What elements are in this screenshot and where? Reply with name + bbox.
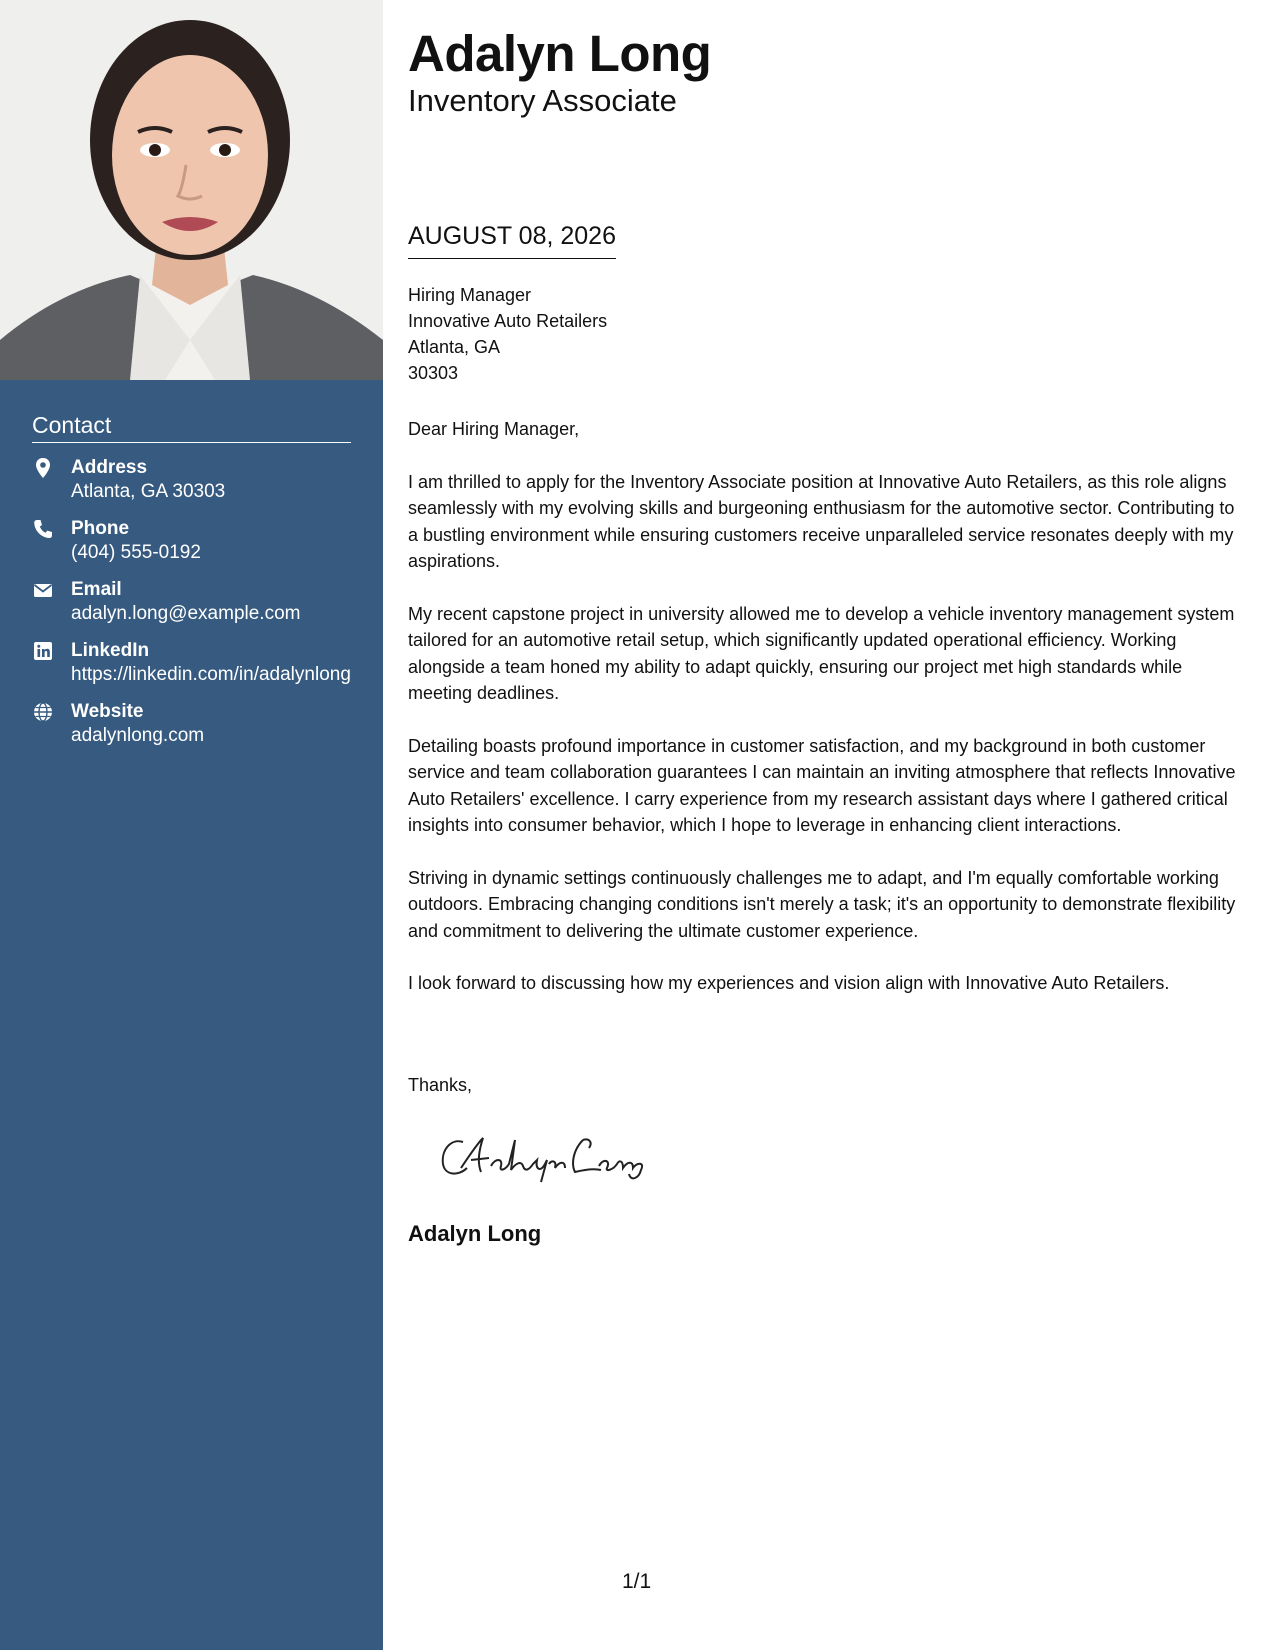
contact-section <box>32 412 351 748</box>
globe-icon <box>32 701 54 723</box>
applicant-title: Inventory Associate <box>408 83 677 118</box>
website-label: Website <box>71 701 144 722</box>
recipient-line: 30303 <box>408 363 459 383</box>
page-number: 1/1 <box>622 1570 652 1593</box>
portrait-illustration <box>0 0 383 380</box>
applicant-name: Adalyn Long <box>408 25 712 82</box>
letter-paragraph: Detailing boasts profound importance in customer satisfaction, and my background in both customer service and team collaboration guarantees I can maintain an inviting atmosphere that reflects Innovative Auto Retailers' excellence. I carry experience from my research assistant days where I gathered critical insights into consumer behavior, which I hope to leverage in enhancing client interactions. <box>408 735 1236 835</box>
letter-content <box>408 416 1248 1023</box>
map-pin-icon <box>32 457 54 479</box>
contact-linkedin <box>32 639 351 687</box>
handwritten-signature <box>433 1120 653 1190</box>
email-label: Email <box>71 579 122 600</box>
letter-paragraph: Striving in dynamic settings continuously challenges me to adapt, and I'm equally comfortable working outdoors. Embracing changing conditions isn't merely a task; it's an opportunity to demonstrate flexibility and commitment to delivering the ultimate customer experience. <box>408 867 1236 941</box>
salutation: Dear Hiring Manager, <box>408 419 580 439</box>
phone-value: (404) 555-0192 <box>71 542 201 563</box>
recipient-line: Hiring Manager <box>408 285 532 305</box>
address-value: Atlanta, GA 30303 <box>71 481 226 502</box>
recipient-line: Atlanta, GA <box>408 337 501 357</box>
linkedin-icon <box>32 640 54 662</box>
linkedin-value[interactable]: https://linkedin.com/in/adalynlong <box>71 664 351 685</box>
phone-label: Phone <box>71 518 130 539</box>
linkedin-label: LinkedIn <box>71 640 150 661</box>
address-label: Address <box>71 457 148 478</box>
contact-address <box>32 456 351 504</box>
letter-paragraph: I look forward to discussing how my experiences and vision align with Innovative Auto Retailers. <box>408 973 1170 993</box>
email-value[interactable]: adalyn.long@example.com <box>71 603 301 624</box>
contact-heading: Contact <box>32 412 351 443</box>
signed-name: Adalyn Long <box>408 1221 542 1246</box>
contact-phone <box>32 517 351 565</box>
recipient-block <box>408 282 607 386</box>
sidebar <box>0 0 383 1650</box>
contact-email <box>32 578 351 626</box>
closing: Thanks, <box>408 1075 473 1095</box>
envelope-icon <box>32 579 54 601</box>
letter-paragraph: My recent capstone project in university allowed me to develop a vehicle inventory management system tailored for an automotive retail setup, which significantly updated operational efficiency. Working alongside a team honed my ability to adapt quickly, ensuring our project met high standards while meeting deadlines. <box>408 603 1235 703</box>
website-value[interactable]: adalynlong.com <box>71 725 205 746</box>
letter-paragraph: I am thrilled to apply for the Inventory Associate position at Innovative Auto Retailers, as this role aligns seamlessly with my evolving skills and burgeoning enthusiasm for the automotive sector. Contributing to a bustling environment while ensuring customers receive unparalleled service resonates deeply with my aspirations. <box>408 471 1235 571</box>
profile-photo <box>0 0 383 380</box>
letter-date: AUGUST 08, 2026 <box>408 222 616 259</box>
contact-website <box>32 700 351 748</box>
phone-icon <box>32 518 54 540</box>
recipient-line: Innovative Auto Retailers <box>408 311 608 331</box>
